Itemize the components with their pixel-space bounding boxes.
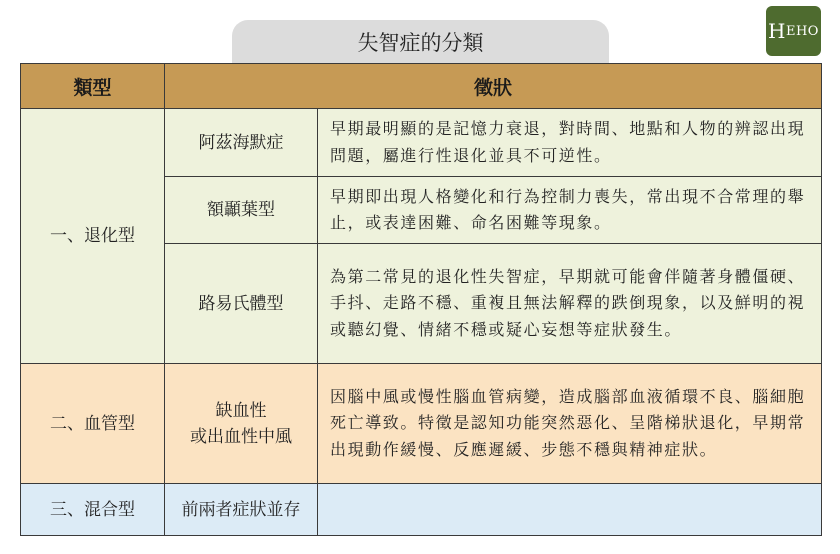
subtype-alzheimers: 阿茲海默症 [165,109,318,177]
subtype-frontotemporal: 額顳葉型 [165,177,318,244]
subtype-stroke-line1: 缺血性 [215,400,267,421]
category-vascular: 二、血管型 [21,364,165,484]
subtype-lewy-body: 路易氏體型 [165,244,318,364]
desc-alzheimers: 早期最明顯的是記憶力衰退，對時間、地點和人物的辨認出現問題，屬進行性退化並具不可逆性。 [318,109,822,177]
category-mixed: 三、混合型 [21,484,165,536]
desc-vascular: 因腦中風或慢性腦血管病變，造成腦部血液循環不良、腦細胞死亡導致。特徵是認知功能突然惡化、呈階梯狀退化，早期常出現動作緩慢、反應遲緩、步態不穩與精神症狀。 [318,364,822,484]
page-title-text: 失智症的分類 [357,30,484,55]
table-row [21,109,822,177]
subtype-stroke [165,364,318,484]
desc-lewy-body: 為第二常見的退化性失智症，早期就可能會伴隨著身體僵硬、手抖、走路不穩、重複且無法解釋的跌倒現象，以及鮮明的視或聽幻覺、情緒不穩或疑心妄想等症狀發生。 [318,244,822,364]
header-type: 類型 [21,64,165,109]
table-row [21,484,822,536]
subtype-stroke-line2: 或出血性中風 [190,426,292,447]
subtype-mixed: 前兩者症狀並存 [165,484,318,536]
header-symptom: 徵狀 [165,64,822,109]
table-header-row [21,64,822,109]
logo-letters-small: EHO [785,23,819,39]
page-title [232,20,609,63]
desc-frontotemporal: 早期即出現人格變化和行為控制力喪失，常出現不合常理的舉止，或表達困難、命名困難等現象。 [318,177,822,244]
heho-logo [766,6,821,56]
logo-letter-big: H [768,19,786,43]
dementia-types-table [20,63,822,536]
category-degenerative: 一、退化型 [21,109,165,364]
desc-mixed [318,484,822,536]
table-row [21,364,822,484]
